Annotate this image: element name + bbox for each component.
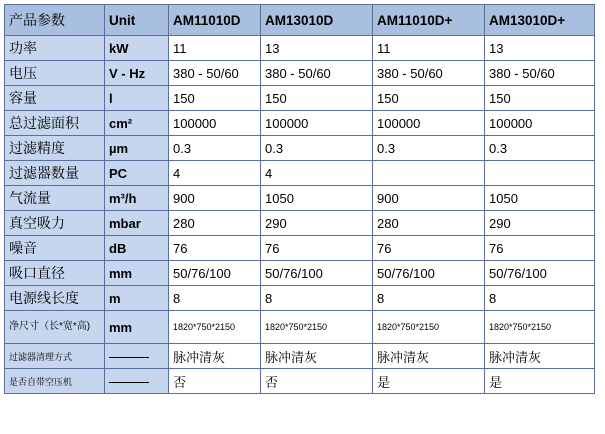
param-label: 噪音 — [5, 236, 105, 261]
param-label: 气流量 — [5, 186, 105, 211]
param-label: 电源线长度 — [5, 286, 105, 311]
unit-label: mbar — [105, 211, 169, 236]
value-cell: 76 — [373, 236, 485, 261]
value-cell: 1820*750*2150 — [373, 311, 485, 344]
value-cell: 0.3 — [261, 136, 373, 161]
unit-label: mm — [105, 261, 169, 286]
row-noise — [5, 236, 595, 261]
unit-label: PC — [105, 161, 169, 186]
param-label: 真空吸力 — [5, 211, 105, 236]
value-cell: 是 — [485, 369, 595, 394]
value-cell: 8 — [261, 286, 373, 311]
value-cell: 50/76/100 — [373, 261, 485, 286]
value-cell: 380 - 50/60 — [373, 61, 485, 86]
row-capacity — [5, 86, 595, 111]
value-cell: 150 — [373, 86, 485, 111]
unit-label: kW — [105, 36, 169, 61]
row-cable-length — [5, 286, 595, 311]
value-cell: 4 — [169, 161, 261, 186]
unit-label: m³/h — [105, 186, 169, 211]
value-cell: 290 — [485, 211, 595, 236]
value-cell: 900 — [373, 186, 485, 211]
unit-dash — [105, 344, 169, 369]
header-model-am11010d: AM11010D — [169, 5, 261, 36]
param-label: 过滤精度 — [5, 136, 105, 161]
unit-label: mm — [105, 311, 169, 344]
value-cell — [373, 161, 485, 186]
spec-table — [4, 4, 595, 394]
header-unit: Unit — [105, 5, 169, 36]
value-cell: 150 — [485, 86, 595, 111]
unit-label: µm — [105, 136, 169, 161]
value-cell: 0.3 — [169, 136, 261, 161]
value-cell: 280 — [373, 211, 485, 236]
row-airflow — [5, 186, 595, 211]
value-cell: 76 — [261, 236, 373, 261]
value-cell: 380 - 50/60 — [169, 61, 261, 86]
value-cell: 50/76/100 — [261, 261, 373, 286]
row-filter-cleaning — [5, 344, 595, 369]
value-cell: 1820*750*2150 — [485, 311, 595, 344]
row-power — [5, 36, 595, 61]
value-cell: 380 - 50/60 — [261, 61, 373, 86]
value-cell: 8 — [169, 286, 261, 311]
value-cell — [485, 161, 595, 186]
row-inlet-diameter — [5, 261, 595, 286]
value-cell: 脉冲清灰 — [485, 344, 595, 369]
value-cell: 280 — [169, 211, 261, 236]
dash-line — [109, 357, 149, 358]
value-cell: 1820*750*2150 — [261, 311, 373, 344]
unit-label: cm² — [105, 111, 169, 136]
param-label: 功率 — [5, 36, 105, 61]
value-cell: 100000 — [169, 111, 261, 136]
value-cell: 脉冲清灰 — [373, 344, 485, 369]
row-filter-precision — [5, 136, 595, 161]
unit-label: l — [105, 86, 169, 111]
row-dimensions — [5, 311, 595, 344]
value-cell: 50/76/100 — [169, 261, 261, 286]
unit-label: dB — [105, 236, 169, 261]
row-filter-area — [5, 111, 595, 136]
value-cell: 13 — [261, 36, 373, 61]
value-cell: 1820*750*2150 — [169, 311, 261, 344]
unit-label: m — [105, 286, 169, 311]
dash-line — [109, 382, 149, 383]
value-cell: 76 — [169, 236, 261, 261]
header-param: 产品参数 — [5, 5, 105, 36]
header-model-am11010d-plus: AM11010D+ — [373, 5, 485, 36]
param-label: 总过滤面积 — [5, 111, 105, 136]
value-cell: 11 — [169, 36, 261, 61]
row-built-in-compressor — [5, 369, 595, 394]
param-label: 容量 — [5, 86, 105, 111]
param-label: 过滤器清理方式 — [5, 344, 105, 369]
value-cell: 50/76/100 — [485, 261, 595, 286]
value-cell: 150 — [261, 86, 373, 111]
header-model-am13010d: AM13010D — [261, 5, 373, 36]
value-cell: 290 — [261, 211, 373, 236]
value-cell: 100000 — [261, 111, 373, 136]
value-cell: 0.3 — [373, 136, 485, 161]
value-cell: 380 - 50/60 — [485, 61, 595, 86]
value-cell: 是 — [373, 369, 485, 394]
value-cell: 脉冲清灰 — [261, 344, 373, 369]
value-cell: 8 — [485, 286, 595, 311]
param-label: 吸口直径 — [5, 261, 105, 286]
row-filter-count — [5, 161, 595, 186]
unit-label: V - Hz — [105, 61, 169, 86]
value-cell: 1050 — [261, 186, 373, 211]
value-cell: 否 — [169, 369, 261, 394]
value-cell: 13 — [485, 36, 595, 61]
value-cell: 4 — [261, 161, 373, 186]
header-row — [5, 5, 595, 36]
value-cell: 8 — [373, 286, 485, 311]
param-label: 过滤器数量 — [5, 161, 105, 186]
param-label: 是否自带空压机 — [5, 369, 105, 394]
unit-dash — [105, 369, 169, 394]
value-cell: 否 — [261, 369, 373, 394]
value-cell: 1050 — [485, 186, 595, 211]
param-label: 电压 — [5, 61, 105, 86]
header-model-am13010d-plus: AM13010D+ — [485, 5, 595, 36]
row-vacuum — [5, 211, 595, 236]
row-voltage — [5, 61, 595, 86]
value-cell: 100000 — [485, 111, 595, 136]
value-cell: 11 — [373, 36, 485, 61]
value-cell: 150 — [169, 86, 261, 111]
value-cell: 100000 — [373, 111, 485, 136]
value-cell: 900 — [169, 186, 261, 211]
param-label: 净尺寸（长*宽*高) — [5, 311, 105, 344]
value-cell: 0.3 — [485, 136, 595, 161]
value-cell: 脉冲清灰 — [169, 344, 261, 369]
value-cell: 76 — [485, 236, 595, 261]
